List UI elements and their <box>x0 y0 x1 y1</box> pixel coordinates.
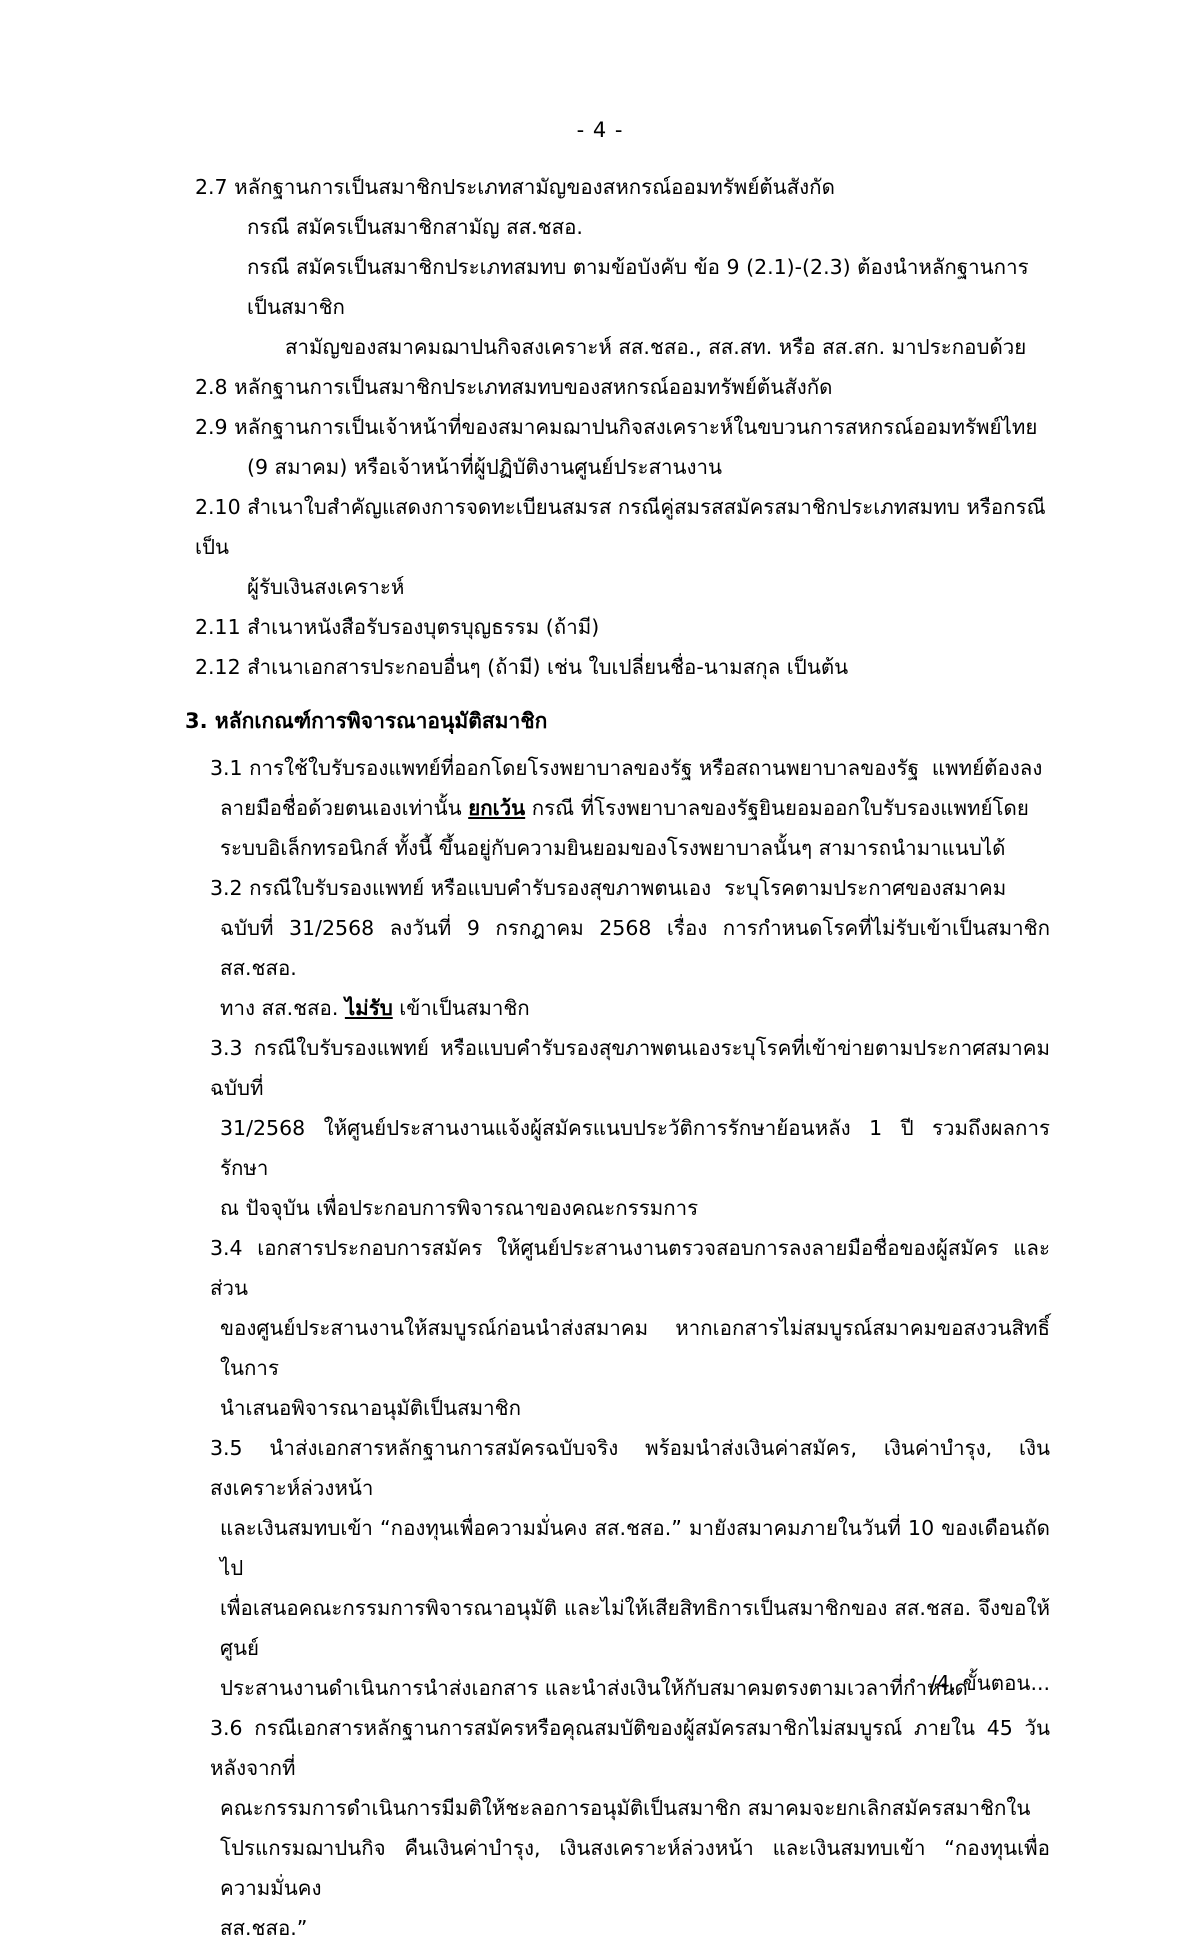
item-text: ลายมือชื่อด้วยตนเองเท่านั้น <box>220 796 469 821</box>
list-item <box>195 168 1050 368</box>
item-line: ของศูนย์ประสานงานให้สมบูรณ์ก่อนนำส่งสมาคม หากเอกสารไม่สมบูรณ์สมาคมขอสงวนสิทธิ์ในการ <box>220 1316 1050 1381</box>
list-item <box>195 1709 1057 1949</box>
item-line: 3.3 กรณีใบรับรองแพทย์ หรือแบบคำรับรองสุขภาพตนเองระบุโรคที่เข้าข่ายตามประกาศสมาคมฉบับที่ <box>210 1036 1050 1101</box>
item-line: สามัญของสมาคมฌาปนกิจสงเคราะห์ สส.ชสอ., สส.สท. หรือ สส.สก. มาประกอบด้วย <box>285 334 1027 359</box>
list-item <box>195 608 1050 648</box>
item-line: ผู้รับเงินสงเคราะห์ <box>247 574 405 599</box>
item-line: 2.10 สำเนาใบสำคัญแสดงการจดทะเบียนสมรส กรณีคู่สมรสสมัครสมาชิกประเภทสมทบ หรือกรณีเป็น <box>195 494 1046 559</box>
item-line: 2.7 หลักฐานการเป็นสมาชิกประเภทสามัญของสหกรณ์ออมทรัพย์ต้นสังกัด <box>195 175 835 199</box>
item-line: เพื่อเสนอคณะกรรมการพิจารณาอนุมัติ และไม่ให้เสียสิทธิการเป็นสมาชิกของ สส.ชสอ. จึงขอให้ศูนย์ <box>220 1595 1050 1660</box>
footer-note: /4. ขั้นตอน... <box>929 1671 1050 1695</box>
emphasis-text: ไม่รับ <box>344 996 393 1021</box>
item-line: 2.11 สำเนาหนังสือรับรองบุตรบุญธรรม (ถ้ามี) <box>195 614 600 639</box>
item-line: กรณี สมัครเป็นสมาชิกสามัญ สส.ชสอ. <box>247 214 583 239</box>
item-line: คณะกรรมการดำเนินการมีมติให้ชะลอการอนุมัติเป็นสมาชิก สมาคมจะยกเลิกสมัครสมาชิกใน <box>220 1795 1031 1820</box>
list-item <box>195 408 1050 488</box>
item-line: ระบบอิเล็กทรอนิกส์ ทั้งนี้ ขึ้นอยู่กับความยินยอมของโรงพยาบาลนั้นๆ สามารถนำมาแนบได้ <box>220 836 1006 861</box>
item-text: เข้าเป็นสมาชิก <box>392 996 530 1021</box>
item-line: ณ ปัจจุบัน เพื่อประกอบการพิจารณาของคณะกรรมการ <box>220 1196 699 1221</box>
item-line <box>220 989 1050 1029</box>
list-item <box>195 1029 1050 1229</box>
item-line: 2.12 สำเนาเอกสารประกอบอื่นๆ (ถ้ามี) เช่น ใบเปลี่ยนชื่อ-นามสกุล เป็นต้น <box>195 654 849 679</box>
item-line: 3.6 กรณีเอกสารหลักฐานการสมัครหรือคุณสมบัติของผู้สมัครสมาชิกไม่สมบูรณ์ ภายใน 45 วัน หลังจากที่ <box>210 1715 1057 1780</box>
item-line: ประสานงานดำเนินการนำส่งเอกสาร และนำส่งเงินให้กับสมาคมตรงตามเวลาที่กำหนด <box>220 1675 968 1700</box>
item-line: 3.4 เอกสารประกอบการสมัคร ให้ศูนย์ประสานงานตรวจสอบการลงลายมือชื่อของผู้สมัคร และส่วน <box>210 1236 1050 1301</box>
item-line: 2.8 หลักฐานการเป็นสมาชิกประเภทสมทบของสหกรณ์ออมทรัพย์ต้นสังกัด <box>195 374 833 399</box>
item-line: โปรแกรมฌาปนกิจ คืนเงินค่าบำรุง, เงินสงเคราะห์ล่วงหน้า และเงินสมทบเข้า “กองทุนเพื่อความมั่นคง <box>220 1835 1050 1900</box>
item-line: 3.5 นำส่งเอกสารหลักฐานการสมัครฉบับจริง พร้อมนำส่งเงินค่าสมัคร, เงินค่าบำรุง, เงินสงเคราะห์ล่วงหน้า <box>210 1435 1050 1500</box>
emphasis-text: ยกเว้น <box>468 796 526 821</box>
item-line: 3.2 กรณีใบรับรองแพทย์ หรือแบบคำรับรองสุขภาพตนเอง ระบุโรคตามประกาศของสมาคม <box>210 876 1007 901</box>
item-line <box>220 789 1050 829</box>
item-line: ฉบับที่ 31/2568 ลงวันที่ 9 กรกฎาคม 2568 เรื่อง การกำหนดโรคที่ไม่รับเข้าเป็นสมาชิก สส.ชสอ. <box>220 916 1057 981</box>
item-text: กรณี ที่โรงพยาบาลของรัฐยินยอมออกใบรับรองแพทย์โดย <box>525 796 1029 821</box>
list-item <box>195 1229 1050 1429</box>
item-line: (9 สมาคม) หรือเจ้าหน้าที่ผู้ปฏิบัติงานศูนย์ประสานงาน <box>247 454 723 479</box>
list-item <box>195 1429 1050 1709</box>
list-item <box>195 488 1050 608</box>
item-line: กรณี สมัครเป็นสมาชิกประเภทสมทบ ตามข้อบังคับ ข้อ 9 (2.1)-(2.3) ต้องนำหลักฐานการเป็นสมาชิก <box>247 254 1029 319</box>
document-page <box>0 118 1200 1940</box>
item-line: 31/2568 ให้ศูนย์ประสานงานแจ้งผู้สมัครแนบประวัติการรักษาย้อนหลัง 1 ปี รวมถึงผลการรักษา <box>220 1116 1050 1181</box>
item-line: 3.1 การใช้ใบรับรองแพทย์ที่ออกโดยโรงพยาบาลของรัฐ หรือสถานพยาบาลของรัฐ แพทย์ต้องลง <box>210 756 1043 781</box>
list-item <box>195 648 1050 688</box>
item-line: นำเสนอพิจารณาอนุมัติเป็นสมาชิก <box>220 1395 521 1420</box>
item-line: สส.ชสอ.” <box>220 1915 308 1940</box>
item-text: ทาง สส.ชสอ. <box>220 996 345 1021</box>
section-heading-3: 3. หลักเกณฑ์การพิจารณาอนุมัติสมาชิก <box>185 708 548 733</box>
list-item <box>195 749 1050 869</box>
item-line: และเงินสมทบเข้า “กองทุนเพื่อความมั่นคง สส.ชสอ.” มายังสมาคมภายในวันที่ 10 ของเดือนถัดไป <box>220 1515 1050 1580</box>
list-item <box>195 869 1057 1029</box>
page-number: - 4 - <box>576 118 624 142</box>
item-line: 2.9 หลักฐานการเป็นเจ้าหน้าที่ของสมาคมฌาปนกิจสงเคราะห์ในขบวนการสหกรณ์ออมทรัพย์ไทย <box>195 414 1038 439</box>
list-item <box>195 368 1050 408</box>
